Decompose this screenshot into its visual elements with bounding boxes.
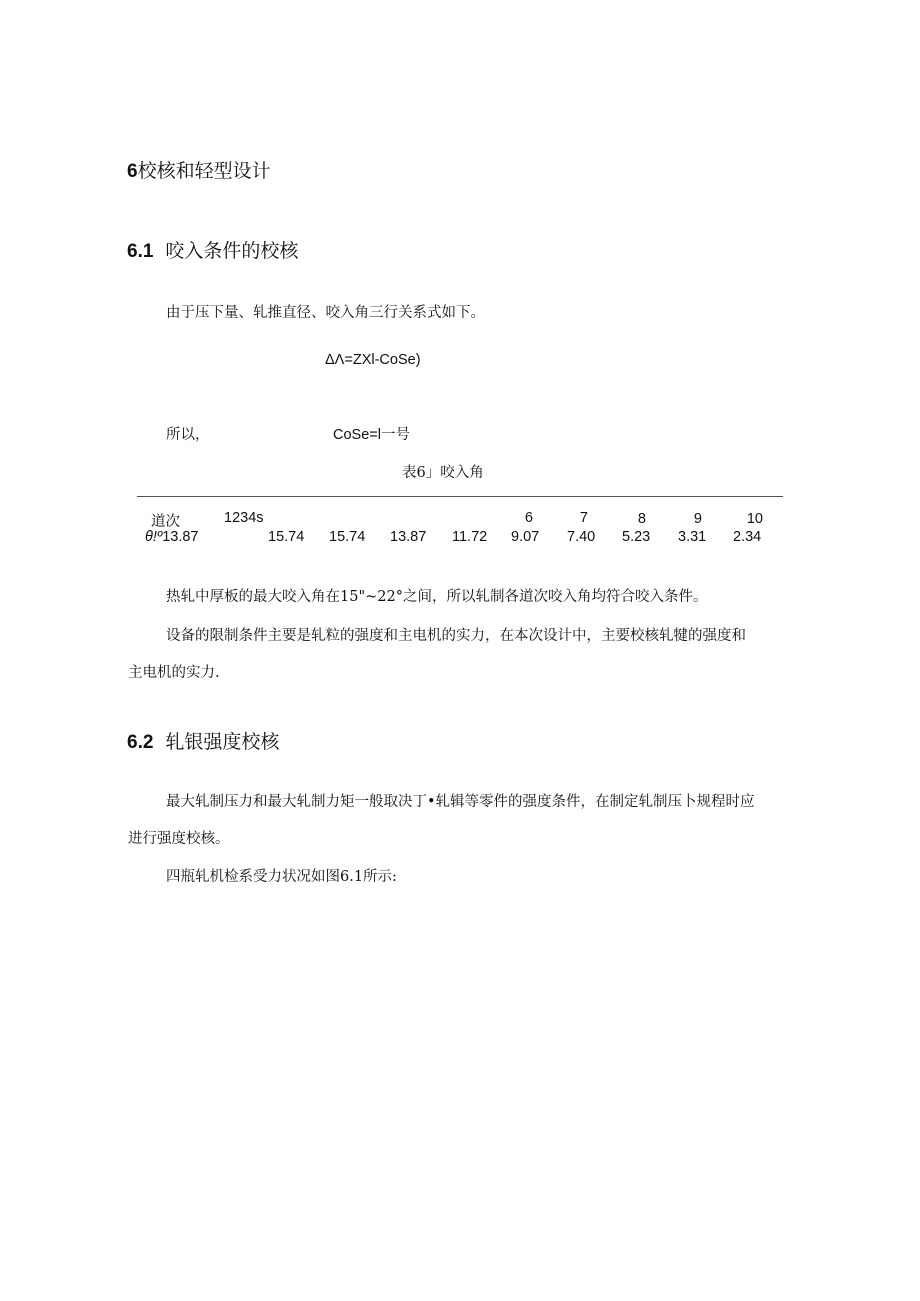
table-header-cell: 7	[579, 510, 588, 526]
max-force-paragraph-line2: 进行强度校核。	[128, 831, 230, 847]
formula-cos: CoSe=l一号	[333, 427, 410, 443]
table-caption: 表6」咬入角	[402, 465, 484, 481]
limit-paragraph-line1: 设备的限制条件主要是轧粒的强度和主电机的实力，在本次设计中，主要校核轧犍的强度和	[166, 628, 746, 644]
so-label: 所以，	[166, 427, 210, 443]
table-cell: 7.40	[567, 529, 596, 545]
chapter-title: 校核和轻型设计	[137, 161, 271, 182]
section-title: 咬入条件的校核	[165, 241, 299, 262]
table-header-label: 道次	[151, 514, 180, 530]
table-top-rule	[137, 496, 783, 497]
intro-paragraph: 由于压下量、轧推直径、咬入角三行关系式如下。	[166, 305, 485, 321]
table-cell: 3.31	[678, 529, 707, 545]
table-cell: 11.72	[452, 529, 488, 545]
section-heading-6-2	[127, 727, 279, 754]
table-cell: 9.07	[511, 529, 540, 545]
section-number: 6.2	[127, 732, 154, 753]
section-title: 轧银强度校核	[165, 732, 280, 753]
chapter-heading	[127, 156, 271, 183]
section-heading-6-1	[127, 236, 298, 263]
limit-paragraph-line2: 主电机的实力.	[128, 665, 220, 681]
section-number: 6.1	[127, 241, 154, 262]
max-force-paragraph-line1: 最大轧制压力和最大轧制力矩一般取决丁•轧辑等零件的强度条件，在制定轧制压卜规程时应	[166, 794, 755, 810]
table-row-label: θ!º13.87	[145, 529, 199, 545]
figure-reference-paragraph: 四瓶轧机检系受力状况如图6.1所示:	[166, 869, 397, 885]
hot-rolling-paragraph: 热轧中厚板的最大咬入角在15"~22°之间，所以轧制各道次咬入角均符合咬入条件。	[166, 589, 708, 605]
chapter-number: 6	[127, 161, 138, 182]
table-cell: 2.34	[733, 529, 762, 545]
table-header-cell: 9	[693, 511, 702, 527]
table-header-cell: 10	[746, 511, 763, 527]
table-header-cell: 8	[637, 511, 646, 527]
table-cell: 13.87	[390, 529, 427, 545]
table-cell: 5.23	[622, 529, 651, 545]
formula-delta-h: ΔΛ=ZXl-CoSe)	[325, 352, 421, 368]
table-header-group: 1234s	[224, 510, 264, 526]
table-header-cell: 6	[524, 510, 533, 526]
table-cell: 15.74	[268, 529, 305, 545]
table-cell: 15.74	[329, 529, 366, 545]
